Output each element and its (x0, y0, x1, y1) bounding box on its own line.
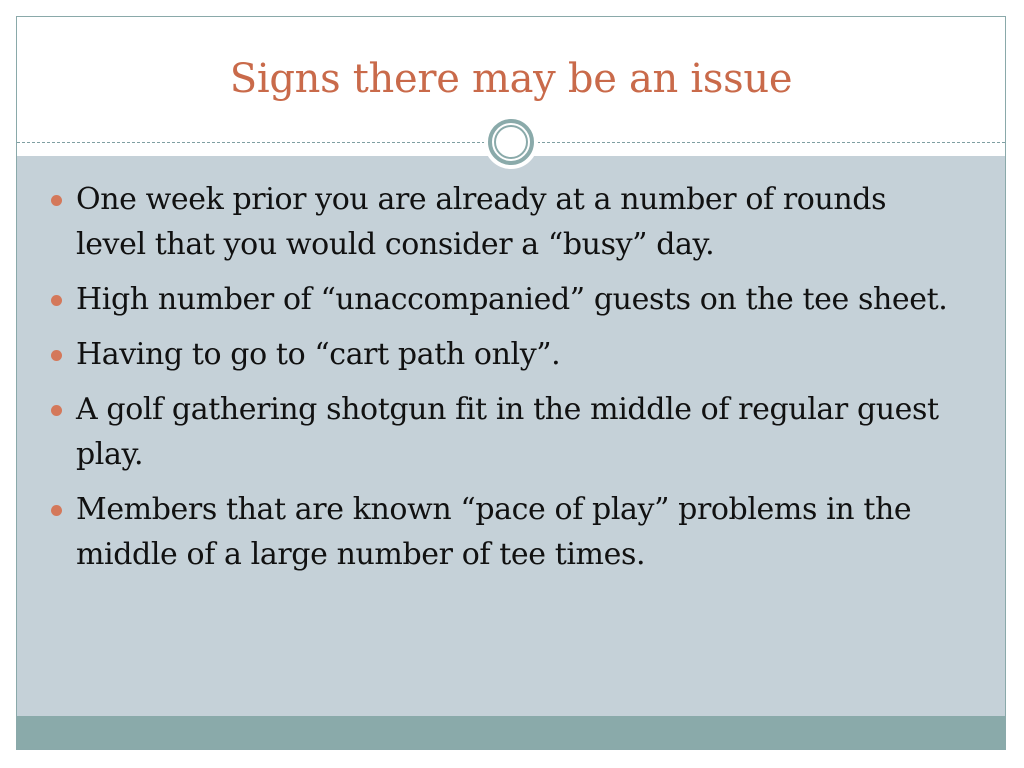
circle-bullet-icon (51, 505, 62, 516)
presentation-slide (16, 16, 1006, 750)
bullet-item-shotgun-gathering (51, 387, 961, 477)
bullet-text: High number of “unaccompanied” guests on the tee sheet. (76, 282, 948, 317)
bullet-text: One week prior you are already at a number of rounds level that you would consider a “busy” day. (76, 182, 887, 262)
bullet-item-busy-day (51, 177, 961, 267)
bullet-list (51, 177, 961, 587)
footer-band (17, 716, 1005, 749)
bullet-text: A golf gathering shotgun fit in the middle of regular guest play. (76, 392, 939, 472)
bullet-text: Having to go to “cart path only”. (76, 337, 561, 372)
bullet-item-cart-path (51, 332, 961, 377)
circle-bullet-icon (51, 195, 62, 206)
circle-bullet-icon (51, 350, 62, 361)
slide-title: Signs there may be an issue (229, 56, 793, 102)
bullet-item-pace-of-play (51, 487, 961, 577)
bullet-text: Members that are known “pace of play” problems in the middle of a large number of tee times. (76, 492, 912, 572)
circle-bullet-icon (51, 405, 62, 416)
bullet-item-unaccompanied-guests (51, 277, 961, 322)
inner-circle-ornament-icon (494, 125, 528, 159)
circle-bullet-icon (51, 295, 62, 306)
